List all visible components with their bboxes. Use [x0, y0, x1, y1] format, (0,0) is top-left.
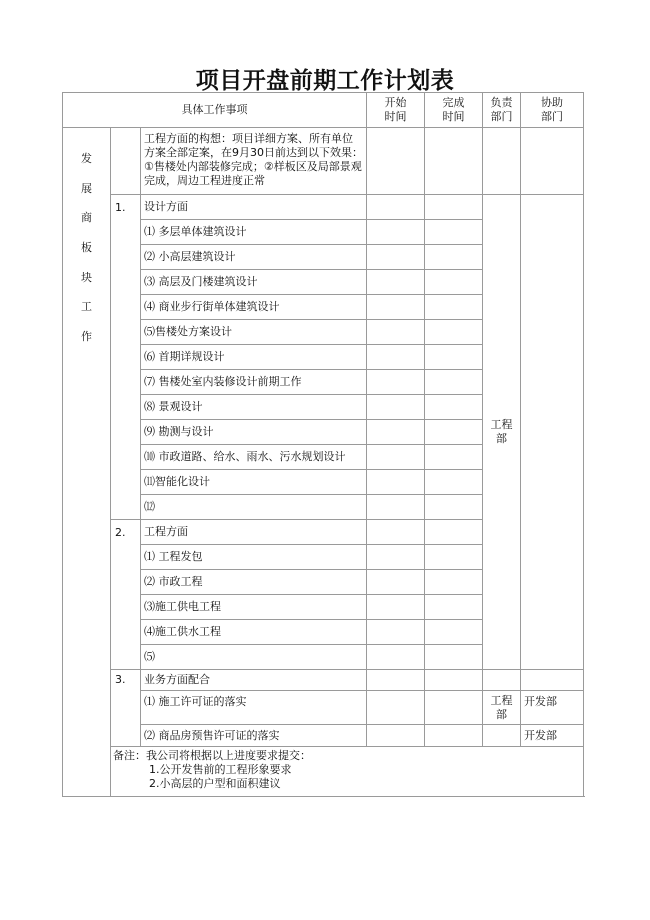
side-label: 发 展 商 板 块 工 作: [63, 128, 111, 797]
table-row: [63, 691, 584, 725]
task-item: ⑵ 商品房预售许可证的落实: [141, 725, 367, 747]
assist-dept: 开发部: [521, 725, 584, 747]
section-title: 业务方面配合: [141, 670, 367, 691]
table-row: [63, 670, 584, 691]
section-title: 设计方面: [141, 195, 367, 220]
task-item: ⑵ 市政工程: [141, 570, 367, 595]
task-item: ⑹ 首期详规设计: [141, 345, 367, 370]
task-item: ⑸: [141, 645, 367, 670]
section-number: 3.: [111, 670, 141, 747]
intro-row: [63, 128, 584, 195]
table-row: [63, 195, 584, 220]
owner-dept: 工程 部: [483, 691, 521, 725]
section-title: 工程方面: [141, 520, 367, 545]
header-row: [63, 93, 584, 128]
task-item: ⑾智能化设计: [141, 470, 367, 495]
owner-dept-engineering: 工程 部: [483, 195, 521, 670]
header-start: 开始 时间: [367, 93, 425, 128]
task-item: ⑸售楼处方案设计: [141, 320, 367, 345]
task-item: ⑷ 商业步行街单体建筑设计: [141, 295, 367, 320]
header-assist: 协助 部门: [521, 93, 584, 128]
note: [111, 747, 584, 797]
header-item: 具体工作事项: [63, 93, 367, 128]
header-finish: 完成 时间: [425, 93, 483, 128]
task-item: ⑺ 售楼处室内装修设计前期工作: [141, 370, 367, 395]
task-item: ⑴ 工程发包: [141, 545, 367, 570]
task-item: ⑽ 市政道路、给水、雨水、污水规划设计: [141, 445, 367, 470]
section-number: 2.: [111, 520, 141, 670]
task-item: ⑼ 勘测与设计: [141, 420, 367, 445]
task-item: ⑻ 景观设计: [141, 395, 367, 420]
intro-text: 工程方面的构想：项目详细方案、所有单位方案全部定案，在9月30日前达到以下效果：①售楼处内部装修完成；②样板区及局部景观完成，周边工程进度正常: [141, 128, 367, 195]
task-item: ⑴ 施工许可证的落实: [141, 691, 367, 725]
table-row: [63, 725, 584, 747]
task-item: ⑷施工供水工程: [141, 620, 367, 645]
task-item: ⑴ 多层单体建筑设计: [141, 220, 367, 245]
header-owner: 负责 部门: [483, 93, 521, 128]
note-row: [63, 747, 584, 797]
note-label: 备注：我公司将根据以上进度要求提交：: [113, 749, 311, 762]
note-line: 2.小高层的户型和面积建议: [149, 777, 281, 790]
note-line: 1.公开发售前的工程形象要求: [149, 763, 292, 776]
task-item: ⑶施工供电工程: [141, 595, 367, 620]
work-plan-table: [62, 92, 584, 797]
section-number: 1.: [111, 195, 141, 520]
page-title: 项目开盘前期工作计划表: [195, 68, 455, 94]
task-item: ⑶ 高层及门楼建筑设计: [141, 270, 367, 295]
task-item: ⑵ 小高层建筑设计: [141, 245, 367, 270]
task-item: ⑿: [141, 495, 367, 520]
assist-dept: 开发部: [521, 691, 584, 725]
